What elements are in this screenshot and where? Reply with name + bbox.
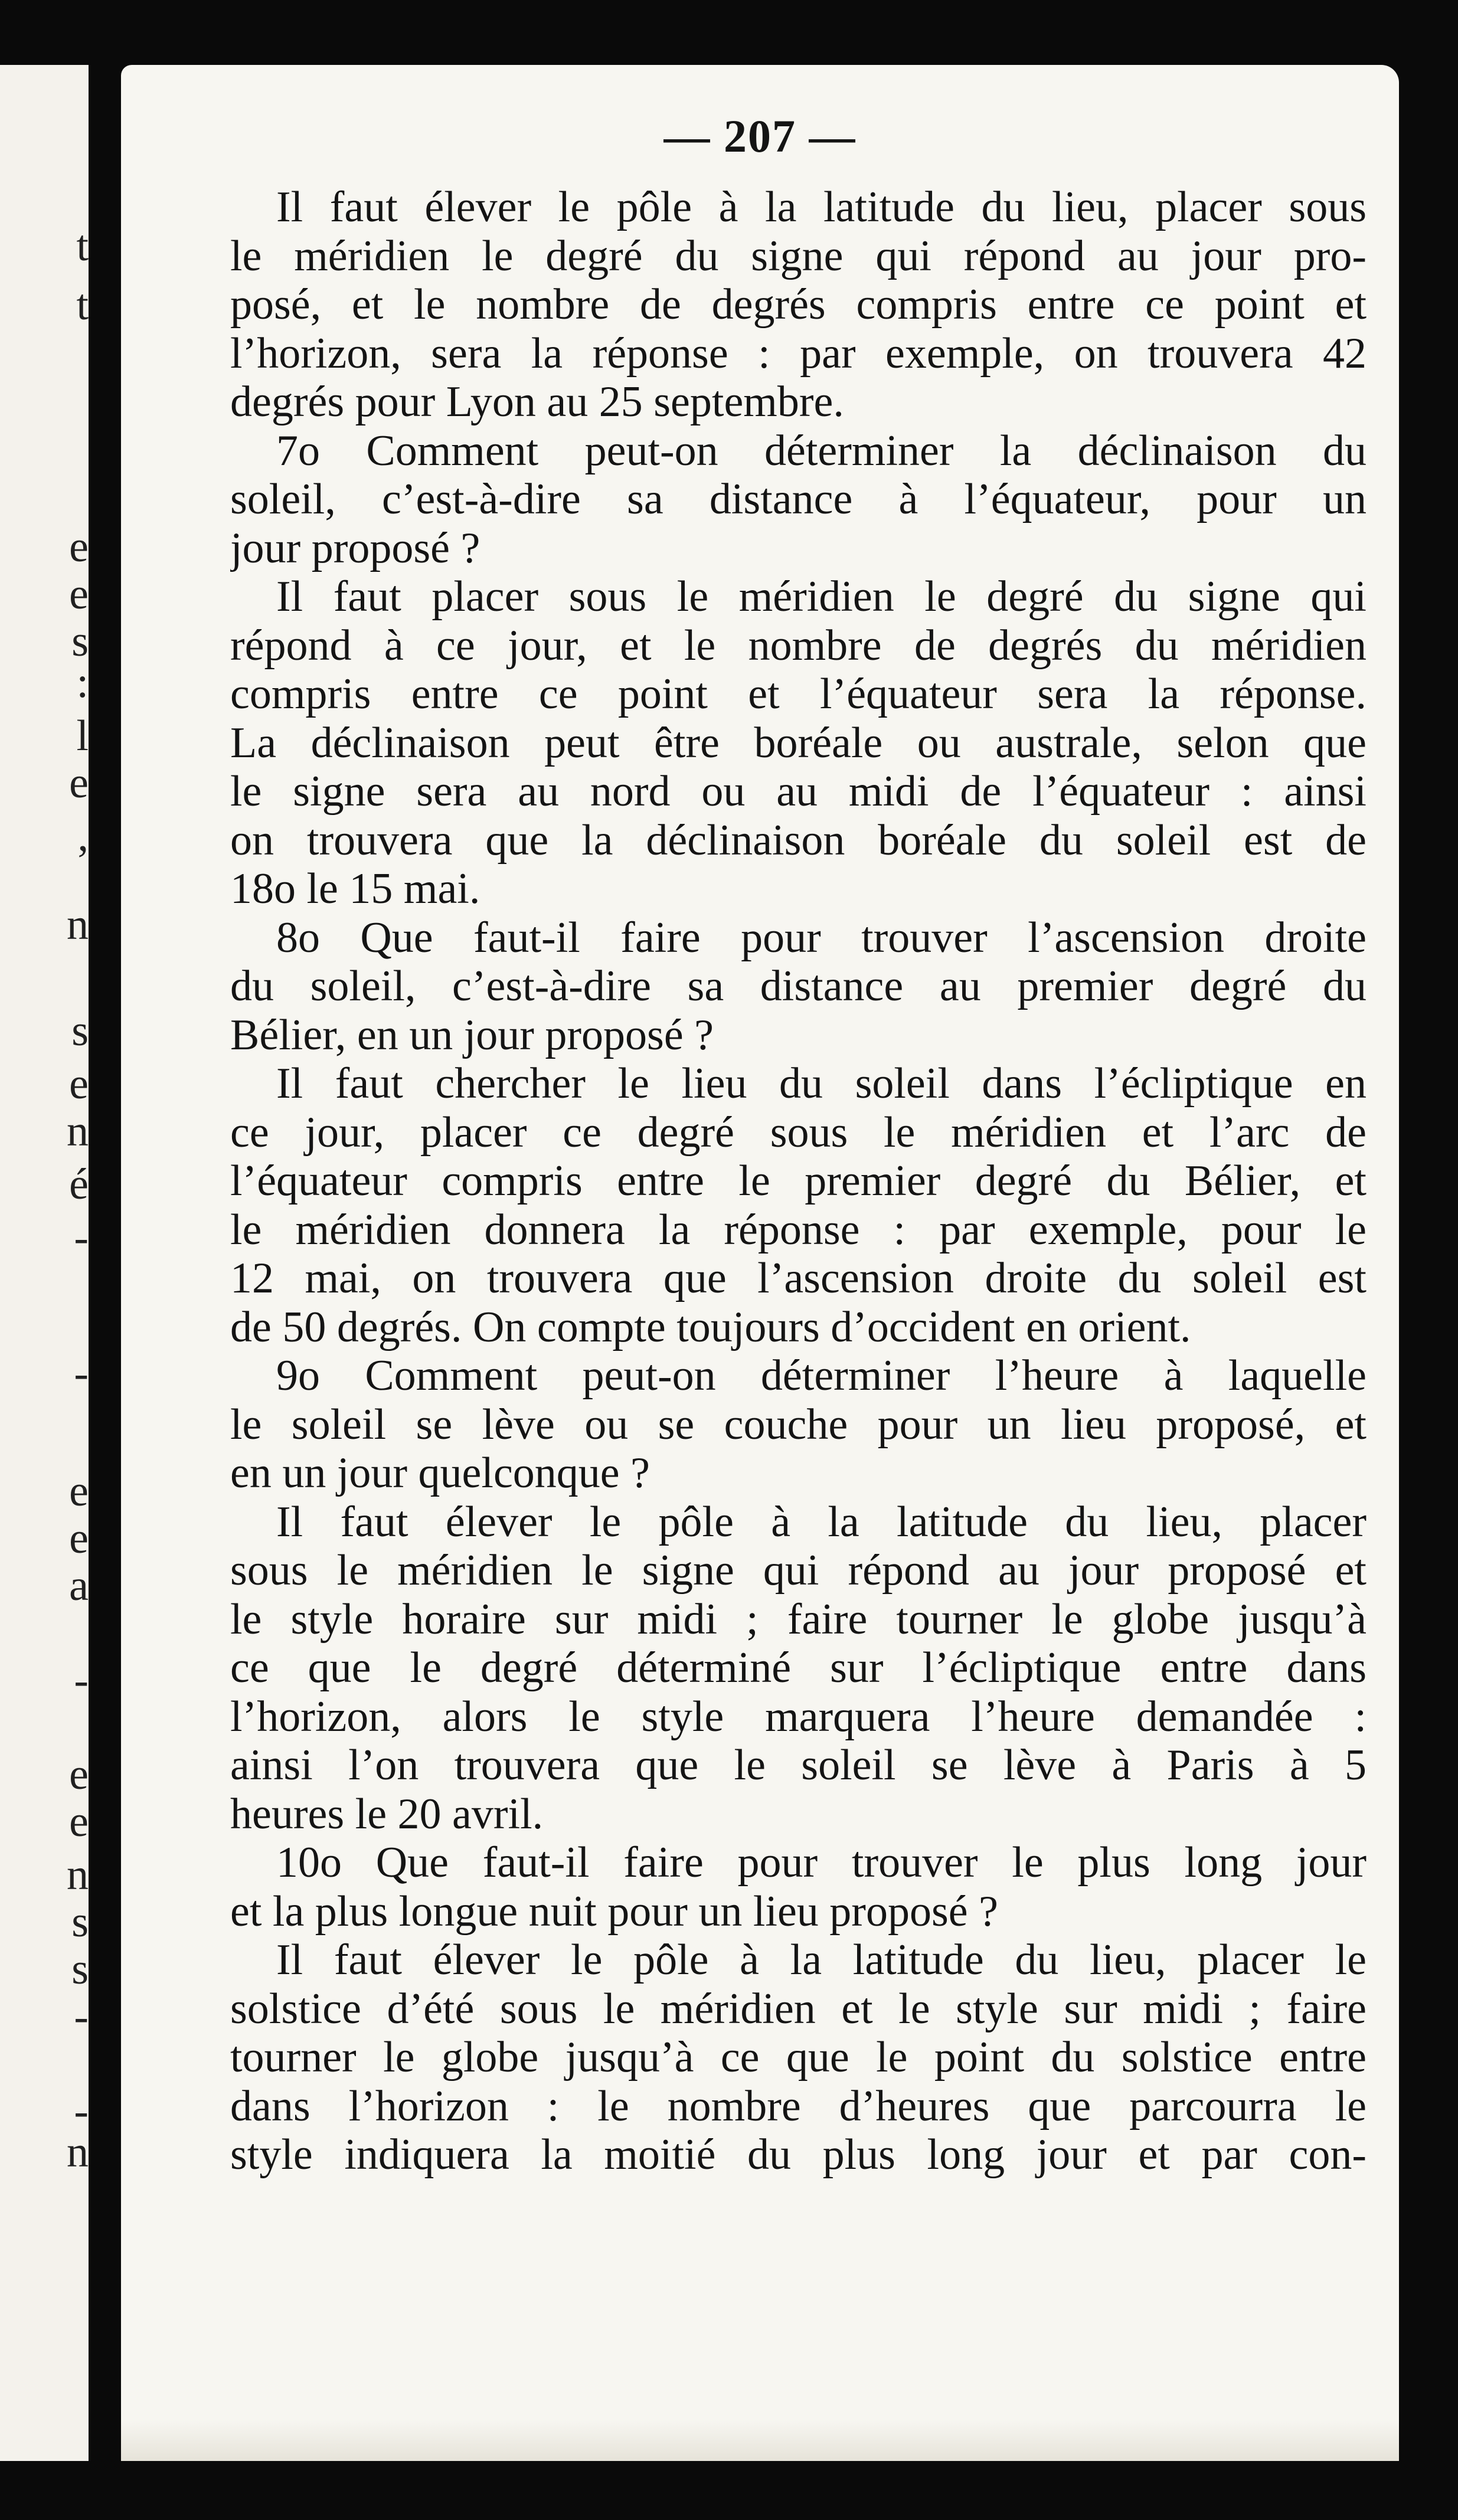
text-line: 8o Que faut-il faire pour trouver l’ascension droite [276, 913, 1367, 962]
text-line: La déclinaison peut être boréale ou australe, selon que [230, 718, 1367, 767]
text-line: sous le méridien le signe qui répond au jour proposé et [230, 1546, 1367, 1595]
text-line: Il faut élever le pôle à la latitude du lieu, placer [276, 1497, 1367, 1546]
left-page-char: e [69, 1467, 89, 1516]
text-line: le méridien donnera la réponse : par exemple, pour le [230, 1205, 1367, 1254]
left-page-char: n [67, 1851, 89, 1899]
left-page-char: n [67, 2128, 89, 2177]
text-line: ce que le degré déterminé sur l’écliptique entre dans [230, 1644, 1367, 1692]
text-line: en un jour quelconque ? [230, 1449, 650, 1497]
left-page-cut-text [0, 65, 89, 2461]
text-line: du soleil, c’est-à-dire sa distance au premier degré du [230, 962, 1367, 1010]
left-page-char: n [67, 901, 89, 949]
left-page-char: - [74, 1213, 89, 1262]
text-line: le soleil se lève ou se couche pour un lieu proposé, et [230, 1400, 1367, 1449]
text-line: Il faut chercher le lieu du soleil dans l’écliptique en [276, 1059, 1367, 1108]
left-page-char: s [71, 1898, 89, 1946]
text-line: le méridien le degré du signe qui répond au jour pro- [230, 231, 1367, 280]
left-page-char: s [71, 617, 89, 666]
text-line: soleil, c’est-à-dire sa distance à l’équateur, pour un [230, 475, 1367, 523]
text-line: l’équateur compris entre le premier degré du Bélier, et [230, 1157, 1367, 1205]
left-page-char: - [74, 1656, 89, 1704]
left-page-char: : [76, 659, 89, 707]
left-page-char: e [69, 1060, 89, 1108]
left-page-char: - [74, 1349, 89, 1398]
left-page-char: e [69, 759, 89, 807]
left-page-edge [0, 65, 89, 2461]
page-body-text [230, 183, 1367, 2179]
left-page-char: e [69, 1750, 89, 1799]
left-page-char: e [69, 1514, 89, 1563]
text-line: 12 mai, on trouvera que l’ascension droite du soleil est [230, 1254, 1367, 1302]
left-page-char: e [69, 570, 89, 618]
text-line: 10o Que faut-il faire pour trouver le plus long jour [276, 1838, 1367, 1887]
left-page-char: t [76, 222, 89, 270]
left-page-char: t [76, 281, 89, 329]
text-line: 7o Comment peut-on déterminer la déclinaison du [276, 426, 1367, 475]
left-page-char: , [77, 812, 89, 860]
left-page-char: - [74, 1992, 89, 2041]
text-line: style indiquera la moitié du plus long jour et par con- [230, 2130, 1367, 2179]
left-page-char: e [69, 1798, 89, 1846]
left-page-char: é [69, 1160, 89, 1209]
text-line: Il faut élever le pôle à la latitude du lieu, placer le [276, 1936, 1367, 1984]
left-page-char: a [69, 1562, 89, 1610]
text-line: le signe sera au nord ou au midi de l’équateur : ainsi [230, 767, 1367, 816]
text-line: tourner le globe jusqu’à ce que le point du solstice entre [230, 2033, 1367, 2082]
text-line: jour proposé ? [230, 523, 480, 572]
text-line: l’horizon, sera la réponse : par exemple, on trouvera 42 [230, 329, 1367, 378]
text-line: on trouvera que la déclinaison boréale du soleil est de [230, 816, 1367, 865]
left-page-char: s [71, 1945, 89, 1994]
text-line: l’horizon, alors le style marquera l’heure demandée : [230, 1692, 1367, 1741]
text-line: heures le 20 avril. [230, 1789, 544, 1838]
text-line: compris entre ce point et l’équateur sera la réponse. [230, 670, 1367, 718]
text-line: 18o le 15 mai. [230, 865, 480, 913]
text-line: dans l’horizon : le nombre d’heures que parcourra le [230, 2082, 1367, 2130]
left-page-char: e [69, 523, 89, 571]
text-line: ainsi l’on trouvera que le soleil se lève à Paris à 5 [230, 1741, 1367, 1789]
text-line: Il faut élever le pôle à la latitude du lieu, placer sous [276, 183, 1367, 231]
page-number: — 207 — [663, 110, 857, 162]
text-line: 9o Comment peut-on déterminer l’heure à laquelle [276, 1351, 1367, 1400]
left-page-char: - [74, 2087, 89, 2135]
text-line: Il faut placer sous le méridien le degré du signe qui [276, 572, 1367, 621]
text-line: posé, et le nombre de degrés compris entre ce point et [230, 280, 1367, 329]
text-line: Bélier, en un jour proposé ? [230, 1010, 714, 1059]
left-page-char: s [71, 1007, 89, 1055]
text-line: répond à ce jour, et le nombre de degrés du méridien [230, 621, 1367, 670]
text-line: de 50 degrés. On compte toujours d’occident en orient. [230, 1302, 1191, 1351]
text-line: solstice d’été sous le méridien et le style sur midi ; faire [230, 1984, 1367, 2033]
text-line: ce jour, placer ce degré sous le méridien et l’arc de [230, 1108, 1367, 1157]
book-page [121, 65, 1399, 2461]
text-line: le style horaire sur midi ; faire tourner le globe jusqu’à [230, 1595, 1367, 1644]
left-page-char: n [67, 1107, 89, 1156]
left-page-char: l [76, 712, 89, 760]
text-line: degrés pour Lyon au 25 septembre. [230, 378, 844, 426]
page-bottom-edge [121, 2420, 1399, 2461]
text-line: et la plus longue nuit pour un lieu proposé ? [230, 1887, 998, 1936]
